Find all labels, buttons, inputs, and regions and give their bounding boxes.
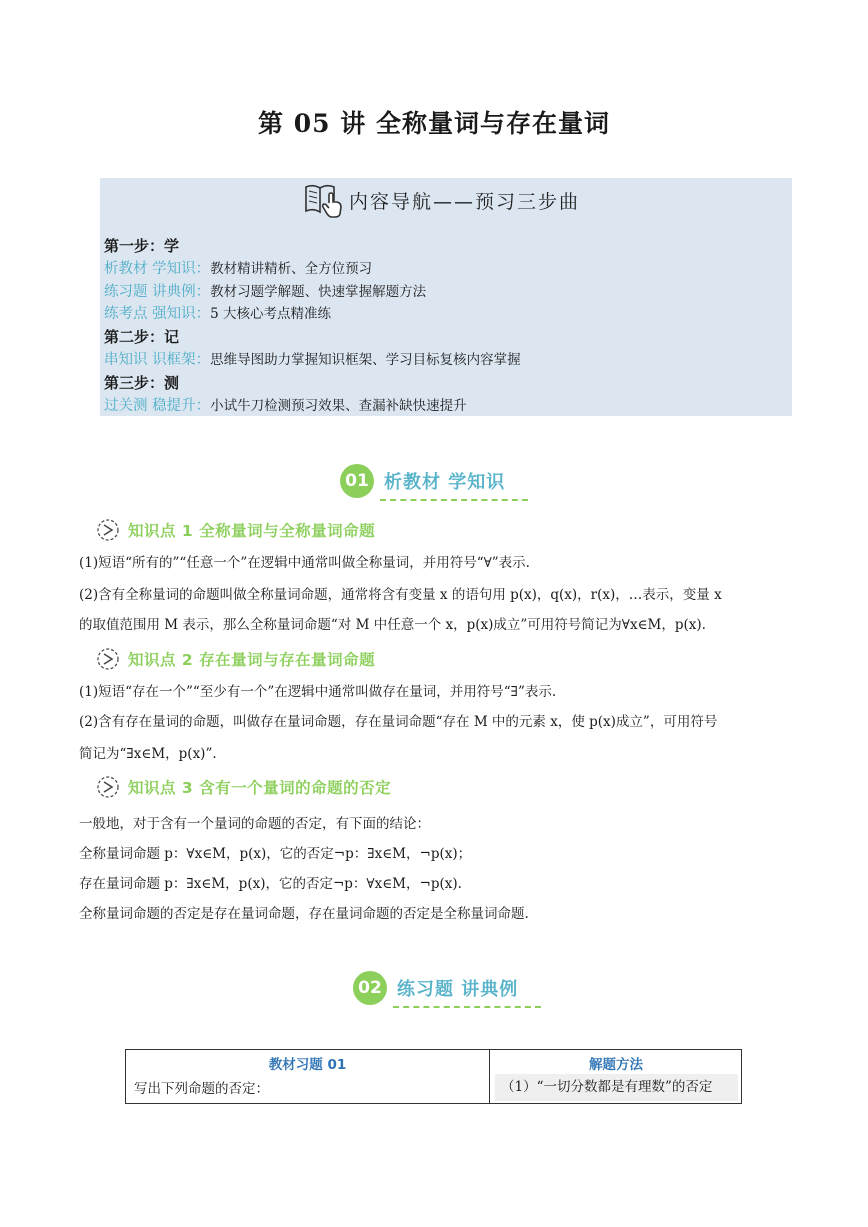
nav-item-desc: 5 大核心考点精准练 [210, 306, 331, 323]
nav-header-text: 内容导航——预习三步曲 [349, 190, 581, 213]
nav-item [104, 395, 784, 418]
nav-item-desc: 小试牛刀检测预习效果、查漏补缺快速提升 [210, 397, 467, 414]
nav-item-desc: 教材精讲精析、全方位预习 [210, 260, 373, 277]
nav-item-key: 析教材 学知识： [104, 260, 211, 277]
section-label: 析教材 学知识 [384, 472, 506, 493]
kp2-paragraph-2b: 简记为“∃x∈M，p(x)”. [79, 746, 217, 762]
table-cell-exercise: 写出下列命题的否定： [134, 1081, 269, 1097]
nav-step: 第二步：记 [104, 328, 180, 347]
nav-item-desc: 思维导图助力掌握知识框架、学习目标复核内容掌握 [210, 351, 521, 368]
kp-title: 知识点 2 存在量词与存在量词命题 [128, 651, 376, 669]
kp2-paragraph-2a: (2)含有存在量词的命题，叫做存在量词命题，存在量词命题“存在 M 中的元素 x，使 p(x)成立”，可用符号 [79, 714, 718, 730]
nav-item-key: 练习题 讲典例： [104, 283, 211, 300]
table-cell-method: （1）“一切分数都是有理数”的否定 [495, 1074, 738, 1101]
nav-item [104, 281, 784, 304]
kp2-paragraph-1: (1)短语“存在一个”“至少有一个”在逻辑中通常叫做存在量词，并用符号“∃”表示. [79, 684, 557, 700]
table-header-method: 解题方法 [589, 1057, 643, 1073]
knowledge-point-1-heading [96, 517, 375, 543]
kp1-paragraph-1: (1)短语“所有的”“任意一个”在逻辑中通常叫做全称量词，并用符号“∀”表示. [79, 555, 530, 571]
kp-title: 知识点 1 全称量词与全称量词命题 [128, 522, 376, 540]
dashed-underline [380, 499, 528, 501]
nav-item [104, 303, 784, 326]
nav-item-desc: 教材习题学解题、快速掌握解题方法 [210, 283, 427, 300]
exercise-table [125, 1049, 742, 1104]
kp3-line-4: 全称量词命题的否定是存在量词命题，存在量词命题的否定是全称量词命题. [79, 906, 529, 922]
kp-title: 知识点 3 含有一个量词的命题的否定 [128, 779, 392, 797]
section-number-badge: 01 [340, 464, 374, 498]
nav-step: 第三步：测 [104, 373, 180, 392]
book-pointer-icon [303, 181, 345, 219]
nav-header [303, 181, 580, 219]
kp1-paragraph-2a: (2)含有全称量词的命题叫做全称量词命题，通常将含有变量 x 的语句用 p(x)，q(x)，r(x)，…表示，变量 x [79, 587, 722, 603]
section-label: 练习题 讲典例 [397, 979, 519, 1000]
kp3-line-1: 一般地，对于含有一个量词的命题的否定，有下面的结论： [79, 816, 430, 832]
kp3-line-3: 存在量词命题 p：∃x∈M，p(x)，它的否定¬p：∀x∈M，¬p(x). [79, 876, 462, 892]
table-header-exercise: 教材习题 01 [268, 1057, 347, 1073]
nav-step: 第一步：学 [104, 237, 180, 255]
nav-item-key: 练考点 强知识： [104, 306, 211, 323]
nav-lines [104, 235, 784, 417]
nav-item-key: 过关测 稳提升： [104, 397, 211, 414]
arrow-circle-icon [96, 647, 120, 671]
kp1-paragraph-2b: 的取值范围用 M 表示，那么全称量词命题“对 M 中任意一个 x，p(x)成立”可用符号简记为∀x∈M，p(x). [79, 617, 706, 633]
kp3-line-2: 全称量词命题 p：∀x∈M，p(x)，它的否定¬p：∃x∈M，¬p(x)； [79, 846, 472, 862]
knowledge-point-2-heading [96, 646, 375, 672]
section-number-badge: 02 [353, 971, 387, 1005]
nav-item [104, 258, 784, 281]
dashed-underline [393, 1006, 541, 1008]
page-title: 第 05 讲 全称量词与存在量词 [258, 109, 610, 138]
arrow-circle-icon [96, 518, 120, 542]
nav-item [104, 349, 784, 372]
content-navigation-box [100, 178, 792, 416]
nav-item-key: 串知识 识框架： [104, 351, 211, 368]
arrow-circle-icon [96, 775, 120, 799]
knowledge-point-3-heading [96, 774, 391, 800]
